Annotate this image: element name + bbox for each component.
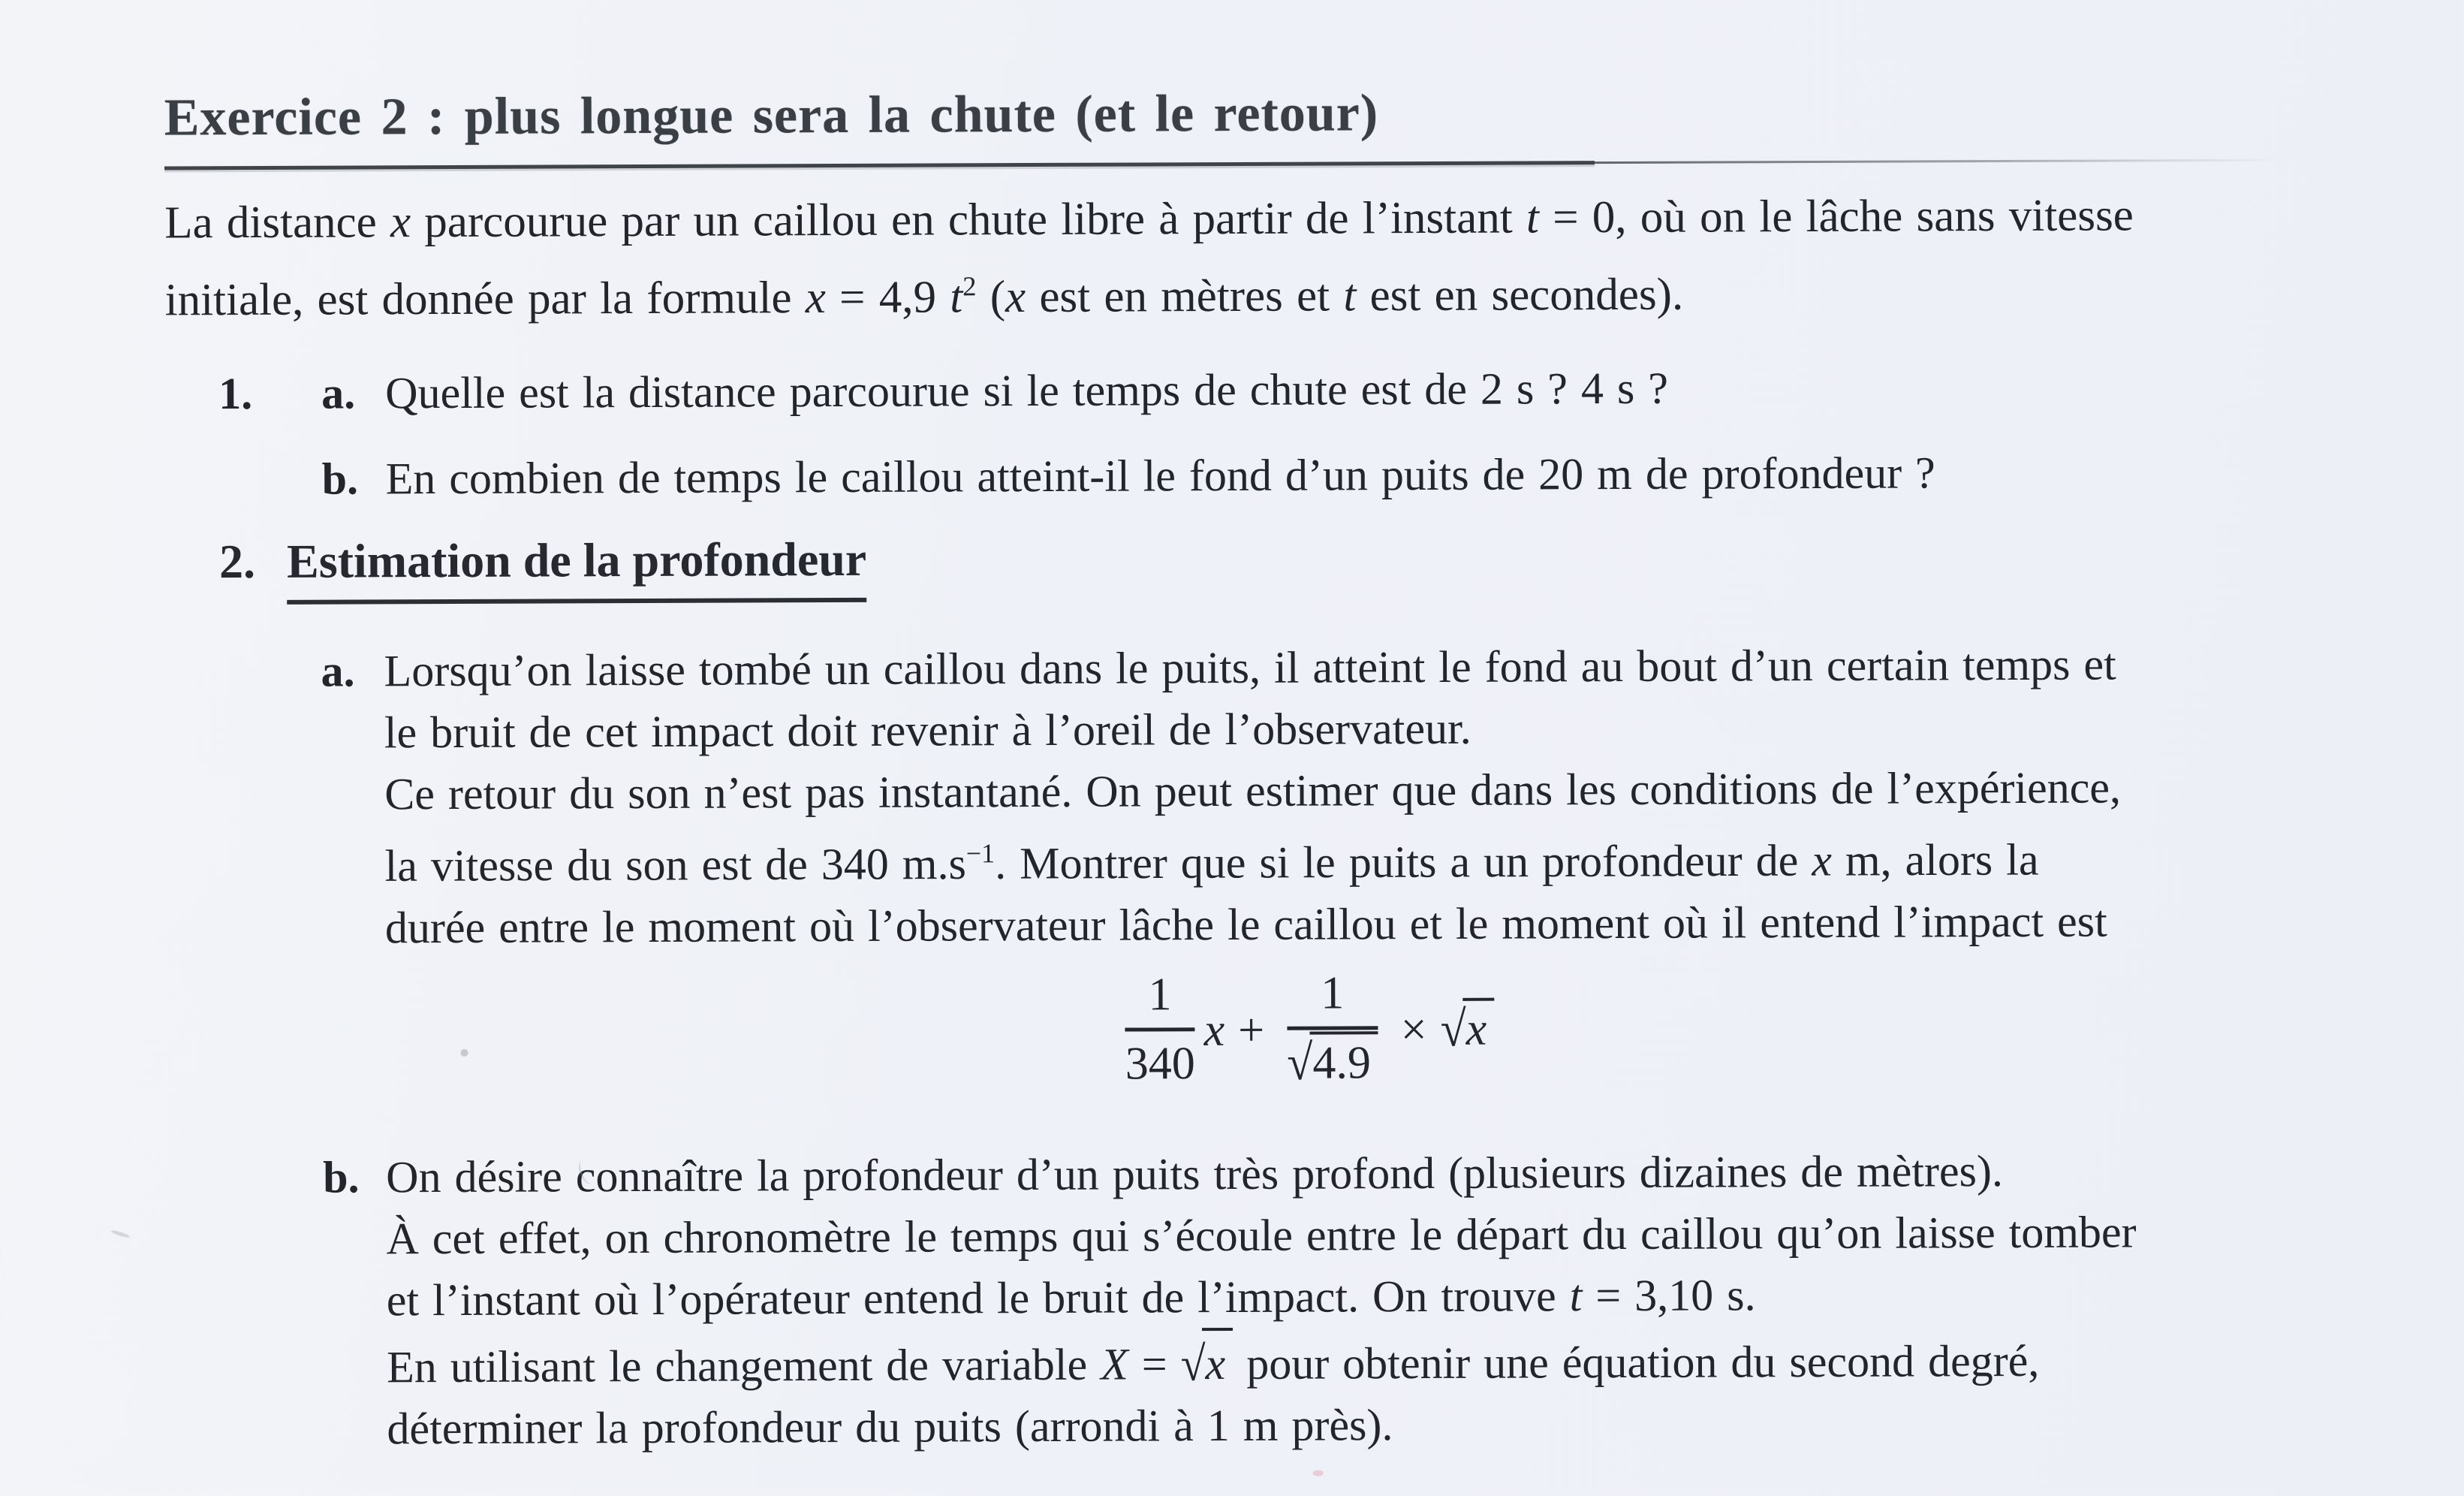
math-var-t: t xyxy=(950,272,963,323)
radical-sign: √ xyxy=(1287,1036,1313,1091)
text-fragment: est en secondes). xyxy=(1356,269,1684,321)
item-2b-line-1: On désire connaître la profondeur d’un puits très profond (plusieurs dizaines de mètres). xyxy=(386,1146,2004,1202)
fraction-numerator: 1 xyxy=(1287,967,1378,1030)
fraction-denominator: 340 xyxy=(1125,1038,1195,1090)
item-2a-label: a. xyxy=(321,646,355,696)
times-operator: × xyxy=(1400,1003,1427,1055)
text-fragment: = xyxy=(1128,1339,1181,1389)
scan-speck xyxy=(110,1229,130,1239)
title-underline-fade xyxy=(1595,159,2282,164)
item-2a-line-5: durée entre le moment où l’observateur lâche le caillou et le moment où il entend l’impact est xyxy=(384,896,2107,952)
text-fragment: la vitesse du son est de 340 m.s xyxy=(384,838,966,891)
text-fragment: ( xyxy=(976,272,1006,323)
text-fragment: . Montrer que si le puits a un profondeur de xyxy=(995,835,1812,888)
plus-operator: + xyxy=(1238,1004,1265,1056)
scan-speck xyxy=(1313,1470,1324,1476)
radicand: 4.9 xyxy=(1309,1032,1378,1091)
fraction-1-over-sqrt-4-9 xyxy=(1287,967,1378,1090)
item-2a-line-2: le bruit de cet impact doit revenir à l’oreil de l’observateur. xyxy=(384,703,1471,758)
section-2-heading xyxy=(287,532,867,605)
item-1b-text: En combien de temps le caillou atteint-il le fond d’un puits de 20 m de profondeur ? xyxy=(385,448,1935,504)
superscript-2: 2 xyxy=(962,270,977,302)
text-fragment: pour obtenir une équation du second degré, xyxy=(1233,1335,2040,1389)
fraction-denominator xyxy=(1287,1030,1378,1091)
text-fragment: La distance xyxy=(164,197,391,249)
item-2b-paragraph xyxy=(386,1139,2414,1459)
math-var-t: t xyxy=(1526,192,1540,243)
math-var-x: x xyxy=(1812,835,1833,885)
item-2a-line-1: Lorsqu’on laisse tombé un caillou dans le puits, il atteint le fond au bout d’un certain temps et xyxy=(384,639,2116,696)
radicand xyxy=(1202,1328,1233,1395)
intro-paragraph xyxy=(164,182,2387,333)
math-var-x: x xyxy=(1205,1339,1226,1389)
math-var-t: t xyxy=(1569,1271,1583,1321)
math-var-x: x xyxy=(805,273,826,324)
sqrt-4-9 xyxy=(1287,1032,1378,1091)
intro-line-1 xyxy=(164,182,2387,256)
section-2-heading-text: Estimation de la profondeur xyxy=(287,532,867,605)
title-underline xyxy=(164,161,1595,170)
text-fragment: = 4,9 xyxy=(825,272,950,324)
text-fragment: initiale, est donnée par la formule xyxy=(164,273,806,326)
text-fragment: = 0, où on le lâche sans vitesse xyxy=(1538,190,2134,243)
text-fragment: = 3,10 s. xyxy=(1582,1270,1756,1321)
math-var-x: x xyxy=(1005,272,1026,323)
item-1-number: 1. xyxy=(218,369,253,419)
fraction-numerator: 1 xyxy=(1125,968,1194,1032)
text-fragment: et l’instant où l’opérateur entend le bruit de l’impact. On trouve xyxy=(386,1271,1570,1326)
item-1b-label: b. xyxy=(321,454,359,504)
math-var-x: x xyxy=(1203,1004,1225,1056)
scan-speck xyxy=(461,1049,468,1057)
radical-sign: √ xyxy=(1180,1337,1206,1391)
item-2a-paragraph xyxy=(384,632,2397,958)
item-2a-line-3: Ce retour du son n’est pas instantané. On peut estimer que dans les conditions de l’expérience, xyxy=(384,762,2122,819)
item-2b-line-3 xyxy=(387,1262,2414,1331)
text-fragment: En utilisant le changement de variable xyxy=(387,1339,1101,1392)
formula-duration xyxy=(385,964,2225,1094)
item-2a-line-4 xyxy=(384,817,2396,897)
fraction-1-over-340 xyxy=(1125,968,1195,1091)
radicand xyxy=(1463,997,1495,1056)
superscript-minus-1: −1 xyxy=(965,838,996,869)
intro-line-2 xyxy=(164,248,2387,333)
item-2-number: 2. xyxy=(218,534,256,589)
sqrt-x xyxy=(1441,997,1495,1056)
text-fragment: est en mètres et xyxy=(1026,270,1344,323)
item-1a-text: Quelle est la distance parcourue si le temps de chute est de 2 s ? 4 s ? xyxy=(385,363,1669,418)
math-var-x: x xyxy=(390,197,411,248)
radical-sign: √ xyxy=(1440,1001,1466,1057)
math-var-x: x xyxy=(1465,1003,1487,1055)
item-2b-label: b. xyxy=(323,1152,360,1202)
item-2b-line-5: déterminer la profondeur du puits (arrondi à 1 m près). xyxy=(387,1400,1393,1454)
item-2b-line-2: À cet effet, on chronomètre le temps qui s’écoule entre le départ du caillou qu’on laisse tomber xyxy=(386,1207,2137,1264)
sqrt-x-inline xyxy=(1180,1328,1233,1395)
item-1a-label: a. xyxy=(321,368,356,418)
exercise-title: Exercice 2 : plus longue sera la chute (et le retour) xyxy=(164,84,1379,147)
math-var-t: t xyxy=(1343,270,1357,321)
math-var-X: X xyxy=(1101,1339,1128,1389)
item-2b-line-4 xyxy=(387,1323,2414,1398)
text-fragment: m, alors la xyxy=(1831,834,2039,885)
text-fragment: parcourue par un caillou en chute libre à partir de l’instant xyxy=(410,192,1527,248)
